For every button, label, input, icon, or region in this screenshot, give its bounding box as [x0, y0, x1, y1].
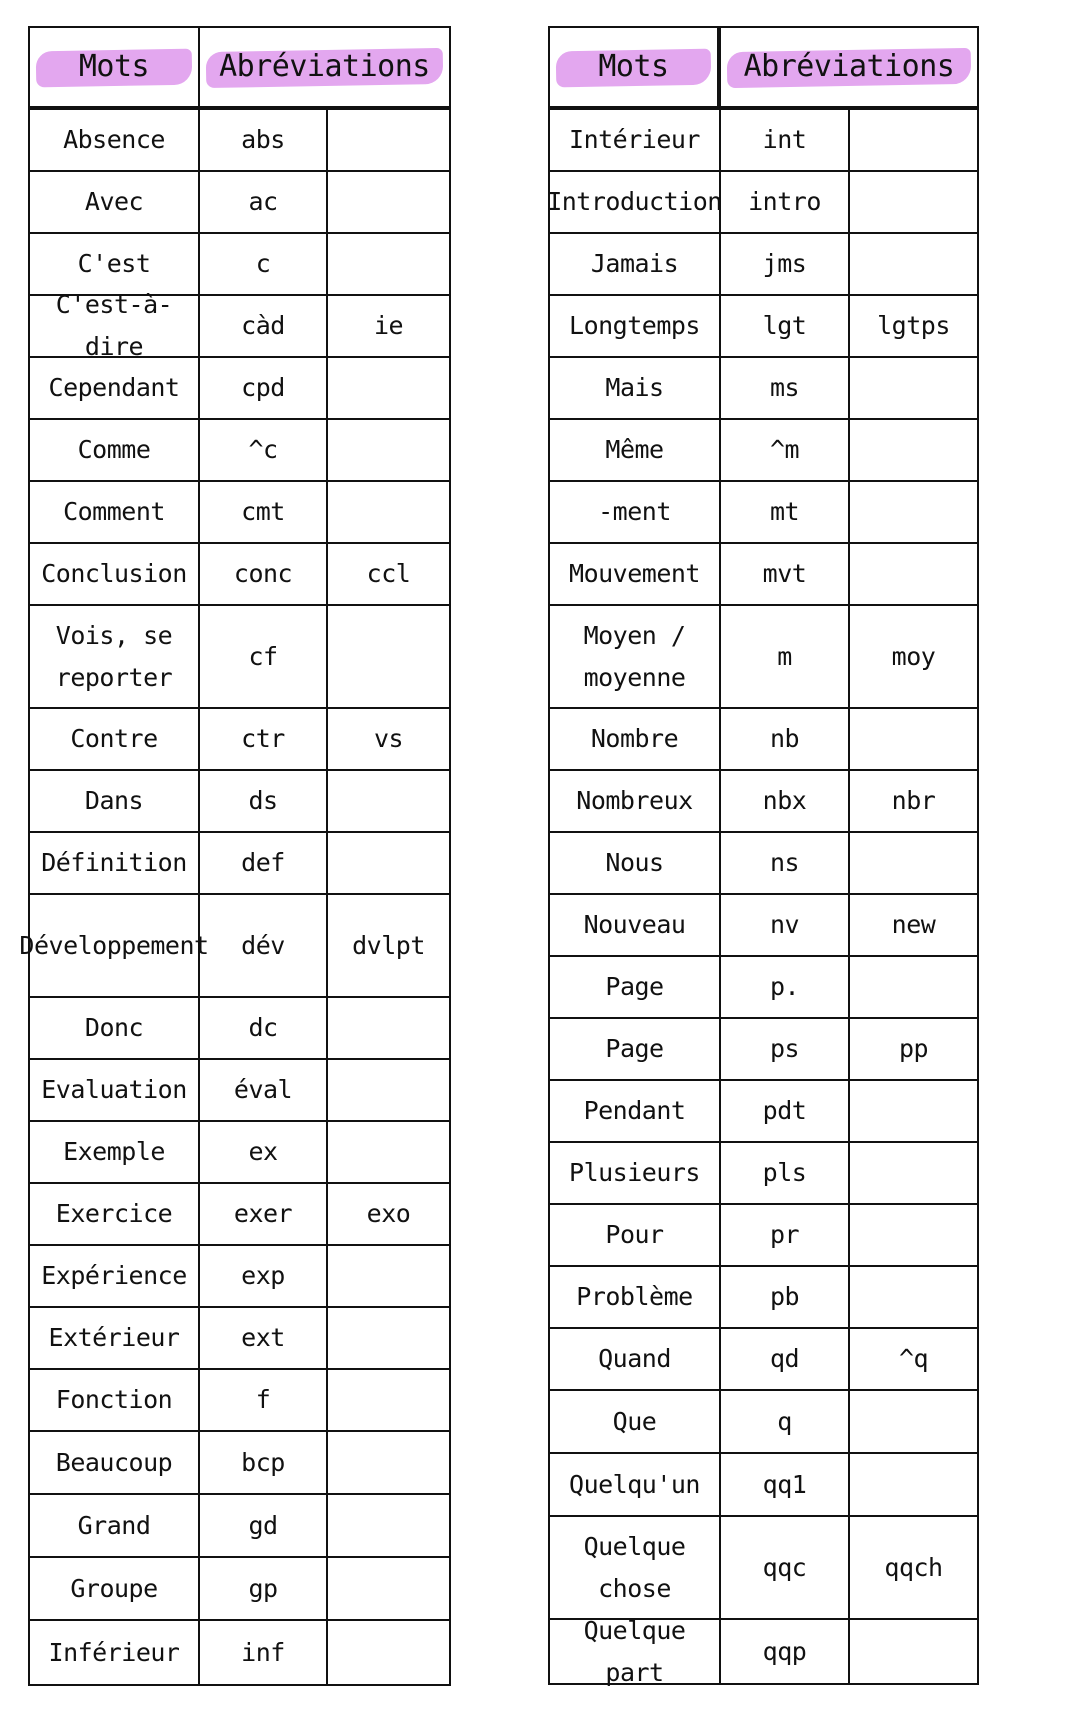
cell-abbr-alt: ie: [373, 311, 404, 340]
table-row: [30, 1308, 449, 1370]
table-row: [19, 895, 449, 998]
cell-abbr: qqp: [721, 1620, 850, 1683]
cell-abbr: p.: [721, 957, 850, 1017]
cell-word: Page: [550, 957, 721, 1017]
cell-abbr-alt: lgtps: [877, 311, 950, 340]
cell-word: Conclusion: [30, 544, 200, 604]
cell-abbr: cpd: [200, 358, 328, 418]
cell-word: Moyen / moyenne: [550, 606, 721, 707]
cell-abbr-alt: [328, 1432, 449, 1493]
cell-abbr-alt: dvlpt: [352, 930, 425, 960]
table-row: [30, 420, 449, 482]
cell-abbr: ext: [200, 1308, 328, 1368]
table-row: [30, 110, 449, 172]
cell-abbr-alt: [328, 1308, 449, 1368]
cell-word: Absence: [30, 110, 200, 170]
table-row: [550, 771, 977, 833]
table-row: [550, 358, 977, 420]
cell-abbr-alt: [850, 420, 977, 480]
cell-abbr: ps: [721, 1019, 850, 1079]
cell-word: Introduction: [550, 172, 721, 232]
cell-abbr-alt: ^q: [898, 1344, 929, 1373]
cell-word: Nombreux: [550, 771, 721, 831]
table-row: [30, 998, 449, 1060]
cell-abbr-alt: [850, 234, 977, 294]
abbreviations-table-right: [548, 26, 979, 1685]
cell-abbr-alt: [850, 709, 977, 769]
cell-abbr: f: [200, 1370, 328, 1430]
cell-abbr-alt: [328, 358, 449, 418]
cell-abbr: nbx: [721, 771, 850, 831]
cell-abbr-alt: [328, 1495, 449, 1556]
cell-abbr-alt: [328, 771, 449, 831]
cell-abbr: càd: [200, 296, 328, 356]
cell-word: Quand: [550, 1329, 721, 1389]
cell-word: Page: [550, 1019, 721, 1079]
cell-abbr: pb: [721, 1267, 850, 1327]
cell-word: Même: [550, 420, 721, 480]
table-row: [550, 544, 977, 606]
cell-abbr: qq1: [721, 1454, 850, 1515]
table-row: [30, 1122, 449, 1184]
cell-abbr-alt: moy: [891, 641, 936, 671]
cell-abbr-alt: pp: [898, 1034, 929, 1063]
table-row: [30, 1370, 449, 1432]
table-row: [550, 420, 977, 482]
table-row: [550, 296, 977, 358]
table-row: [30, 1184, 449, 1246]
cell-word: Mais: [550, 358, 721, 418]
cell-abbr: inf: [200, 1621, 328, 1684]
cell-word: Nombre: [550, 709, 721, 769]
cell-abbr-alt: [850, 1391, 977, 1452]
cell-word: C'est-à-dire: [30, 296, 200, 356]
cell-word: Quelqu'un: [550, 1454, 721, 1515]
cell-abbr: dév: [200, 895, 328, 996]
cell-abbr: exp: [200, 1246, 328, 1306]
cell-abbr-alt: [850, 1454, 977, 1515]
cell-word: Exercice: [30, 1184, 200, 1244]
cell-word: Grand: [30, 1495, 200, 1556]
table-row: [547, 172, 977, 234]
cell-abbr: ns: [721, 833, 850, 893]
table-header: [30, 28, 449, 110]
cell-word: Cependant: [30, 358, 200, 418]
cell-word: Définition: [30, 833, 200, 893]
cell-abbr: ^c: [200, 420, 328, 480]
table-body: [19, 110, 449, 1684]
cell-word: Inférieur: [30, 1621, 200, 1684]
cell-abbr: pr: [721, 1205, 850, 1265]
cell-abbr-alt: [328, 606, 449, 707]
table-row: [30, 1246, 449, 1308]
cell-abbr: nb: [721, 709, 850, 769]
cell-abbr: q: [721, 1391, 850, 1452]
cell-abbr: pdt: [721, 1081, 850, 1141]
cell-abbr-alt: new: [891, 910, 936, 939]
header-mots: Mots: [30, 28, 200, 106]
table-row: [30, 544, 449, 606]
table-row: [550, 957, 977, 1019]
cell-abbr-alt: [328, 998, 449, 1058]
cell-abbr-alt: [328, 482, 449, 542]
table-row: [550, 234, 977, 296]
cell-abbr-alt: [328, 110, 449, 170]
cell-abbr: cmt: [200, 482, 328, 542]
cell-abbr: bcp: [200, 1432, 328, 1493]
cell-abbr: nv: [721, 895, 850, 955]
cell-abbr: éval: [200, 1060, 328, 1120]
cell-abbr: exer: [200, 1184, 328, 1244]
table-row: [550, 1391, 977, 1454]
cell-abbr-alt: [328, 1370, 449, 1430]
cell-word: Evaluation: [30, 1060, 200, 1120]
cell-abbr-alt: [850, 1205, 977, 1265]
cell-word: Que: [550, 1391, 721, 1452]
cell-word: Quelque part: [550, 1620, 721, 1683]
cell-abbr: dc: [200, 998, 328, 1058]
cell-abbr: mt: [721, 482, 850, 542]
cell-abbr-alt: [850, 544, 977, 604]
table-row: [30, 771, 449, 833]
cell-word: Exemple: [30, 1122, 200, 1182]
cell-abbr: cf: [200, 606, 328, 707]
cell-word: Beaucoup: [30, 1432, 200, 1493]
cell-word: Comment: [30, 482, 200, 542]
table-row: [550, 1019, 977, 1081]
cell-abbr: ex: [200, 1122, 328, 1182]
cell-abbr-alt: [328, 420, 449, 480]
cell-abbr-alt: [850, 1267, 977, 1327]
cell-word: Mouvement: [550, 544, 721, 604]
cell-word: Plusieurs: [550, 1143, 721, 1203]
table-row: [550, 110, 977, 172]
cell-word: Problème: [550, 1267, 721, 1327]
cell-abbr-alt: qqch: [884, 1552, 943, 1582]
table-row: [550, 1143, 977, 1205]
cell-abbr: conc: [200, 544, 328, 604]
cell-word: Nouveau: [550, 895, 721, 955]
cell-abbr-alt: [850, 482, 977, 542]
cell-abbr-alt: [328, 172, 449, 232]
table-row: [550, 482, 977, 544]
table-row: [550, 1267, 977, 1329]
table-row: [30, 1495, 449, 1558]
cell-abbr-alt: vs: [373, 724, 404, 753]
table-row: [30, 482, 449, 544]
cell-abbr: jms: [721, 234, 850, 294]
cell-abbr-alt: ccl: [366, 559, 411, 588]
cell-abbr-alt: [850, 110, 977, 170]
cell-abbr-alt: [850, 1081, 977, 1141]
cell-abbr: abs: [200, 110, 328, 170]
cell-abbr-alt: [850, 833, 977, 893]
cell-word: Expérience: [30, 1246, 200, 1306]
table-row: [550, 1615, 977, 1687]
cell-abbr: intro: [721, 172, 850, 232]
cell-abbr-alt: [328, 1060, 449, 1120]
cell-abbr-alt: [328, 234, 449, 294]
cell-abbr: m: [721, 606, 850, 707]
cell-word: Pendant: [550, 1081, 721, 1141]
cell-abbr-alt: [328, 1621, 449, 1684]
cell-word: Groupe: [30, 1558, 200, 1619]
cell-word: Longtemps: [550, 296, 721, 356]
cell-abbr-alt: exo: [366, 1199, 411, 1228]
table-row: [30, 833, 449, 895]
cell-word: Pour: [550, 1205, 721, 1265]
cell-abbr-alt: [328, 833, 449, 893]
table-header: [550, 28, 977, 110]
cell-abbr-alt: [850, 358, 977, 418]
cell-abbr: ms: [721, 358, 850, 418]
cell-word: Vois, se reporter: [30, 606, 200, 707]
cell-word: Extérieur: [30, 1308, 200, 1368]
cell-abbr: gp: [200, 1558, 328, 1619]
cell-word: Fonction: [30, 1370, 200, 1430]
table-row: [550, 1517, 977, 1620]
cell-abbr-alt: [850, 1143, 977, 1203]
table-row: [550, 1454, 977, 1517]
cell-abbr-alt: [328, 1246, 449, 1306]
table-row: [30, 709, 449, 771]
table-row: [30, 172, 449, 234]
cell-abbr-alt: [850, 172, 977, 232]
header-mots: Mots: [550, 28, 721, 106]
cell-abbr: ds: [200, 771, 328, 831]
cell-abbr: def: [200, 833, 328, 893]
table-row: [550, 1329, 977, 1391]
cell-word: Intérieur: [550, 110, 721, 170]
header-abreviations: Abréviations: [200, 28, 449, 106]
table-row: [550, 606, 977, 709]
cell-abbr: gd: [200, 1495, 328, 1556]
cell-abbr-alt: [328, 1122, 449, 1182]
cell-word: Comme: [30, 420, 200, 480]
cell-abbr: qqc: [721, 1517, 850, 1618]
table-row: [550, 1081, 977, 1143]
table-row: [550, 833, 977, 895]
cell-word: C'est: [30, 234, 200, 294]
cell-abbr: qd: [721, 1329, 850, 1389]
cell-abbr: mvt: [721, 544, 850, 604]
cell-word: Nous: [550, 833, 721, 893]
cell-abbr-alt: [850, 1620, 977, 1683]
cell-abbr: ac: [200, 172, 328, 232]
table-row: [30, 606, 449, 709]
table-row: [550, 1205, 977, 1267]
table-row: [550, 709, 977, 771]
cell-word: Développement: [30, 895, 200, 996]
table-row: [30, 1060, 449, 1122]
cell-abbr: pls: [721, 1143, 850, 1203]
cell-abbr-alt: nbr: [891, 786, 936, 815]
abbreviations-table-left: [19, 26, 451, 1686]
table-row: [30, 290, 449, 361]
cell-abbr: lgt: [721, 296, 850, 356]
header-abreviations: Abréviations: [721, 28, 977, 106]
table-row: [30, 1621, 449, 1684]
table-body: [547, 110, 977, 1687]
cell-word: Quelque chose: [550, 1517, 721, 1618]
cell-abbr: ctr: [200, 709, 328, 769]
cell-word: Dans: [30, 771, 200, 831]
cell-word: Jamais: [550, 234, 721, 294]
cell-word: Donc: [30, 998, 200, 1058]
cell-abbr: ^m: [721, 420, 850, 480]
cell-word: Contre: [30, 709, 200, 769]
cell-word: Avec: [30, 172, 200, 232]
table-row: [30, 358, 449, 420]
table-row: [550, 895, 977, 957]
table-row: [30, 1432, 449, 1495]
cell-abbr-alt: [328, 1558, 449, 1619]
table-row: [30, 1558, 449, 1621]
cell-abbr: int: [721, 110, 850, 170]
cell-word: -ment: [550, 482, 721, 542]
cell-abbr: c: [200, 234, 328, 294]
cell-abbr-alt: [850, 957, 977, 1017]
